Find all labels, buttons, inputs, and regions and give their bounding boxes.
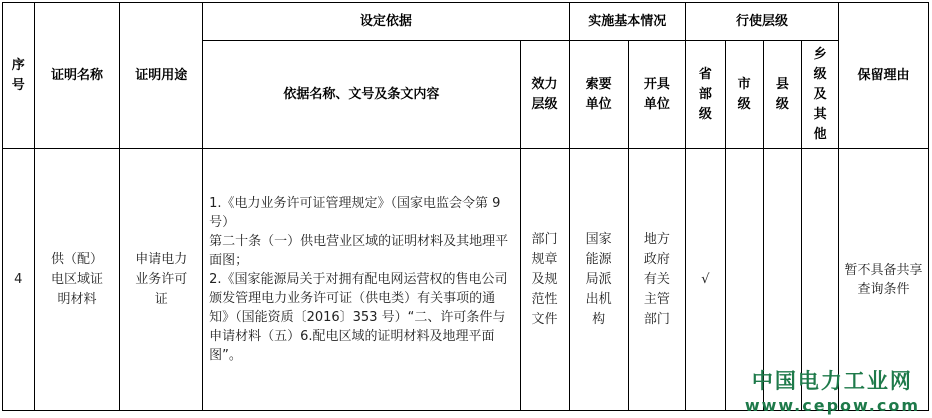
cell-purpose: 申请电力业务许可证	[120, 149, 203, 411]
header-county: 县级	[763, 41, 802, 149]
header-township: 乡级及其他	[802, 41, 839, 149]
watermark-url: www.cepow.com	[744, 396, 920, 415]
cell-issue-unit: 地方政府有关主管部门	[628, 149, 685, 411]
basis-line-2: 第二十条（一）供电营业区域的证明材料及其地理平面图；	[209, 234, 509, 268]
header-request-unit: 索要单位	[569, 41, 628, 149]
basis-line-3: 2.《国家能源局关于对拥有配电网运营权的售电公司颁发管理电力业务许可证（供电类）有关事项的通知》（国能资质〔2016〕353 号）“二、许可条件与申请材料（五）6.配电区域的证明材料及地理平面图”。	[209, 272, 508, 363]
header-issue-unit: 开具单位	[628, 41, 685, 149]
cell-province-mark: √	[685, 149, 725, 411]
watermark-name: 中国电力工业网	[751, 369, 913, 393]
basis-line-1: 1.《电力业务许可证管理规定》（国家电监会令第 9 号）	[209, 196, 501, 230]
cell-seq: 4	[3, 149, 35, 411]
header-purpose: 证明用途	[120, 3, 203, 149]
cell-request-unit: 国家能源局派出机构	[569, 149, 628, 411]
header-name: 证明名称	[34, 3, 120, 149]
header-basis-group: 设定依据	[203, 3, 570, 41]
header-reason: 保留理由	[839, 3, 929, 149]
header-seq: 序号	[3, 3, 35, 149]
header-city: 市级	[725, 41, 763, 149]
header-impl-group: 实施基本情况	[569, 3, 685, 41]
certificate-table	[2, 2, 929, 411]
header-level-group: 行使层级	[685, 3, 838, 41]
cell-reason: 暂不具备共享查询条件	[839, 149, 929, 411]
watermark-logo	[745, 366, 920, 416]
header-province: 省部级	[685, 41, 725, 149]
cell-effect-level: 部门规章及规范性文件	[520, 149, 569, 411]
cell-basis-content	[203, 149, 520, 411]
header-effect-level: 效力层级	[520, 41, 569, 149]
cell-name: 供（配）电区域证明材料	[34, 149, 120, 411]
header-basis-content: 依据名称、文号及条文内容	[203, 41, 520, 149]
